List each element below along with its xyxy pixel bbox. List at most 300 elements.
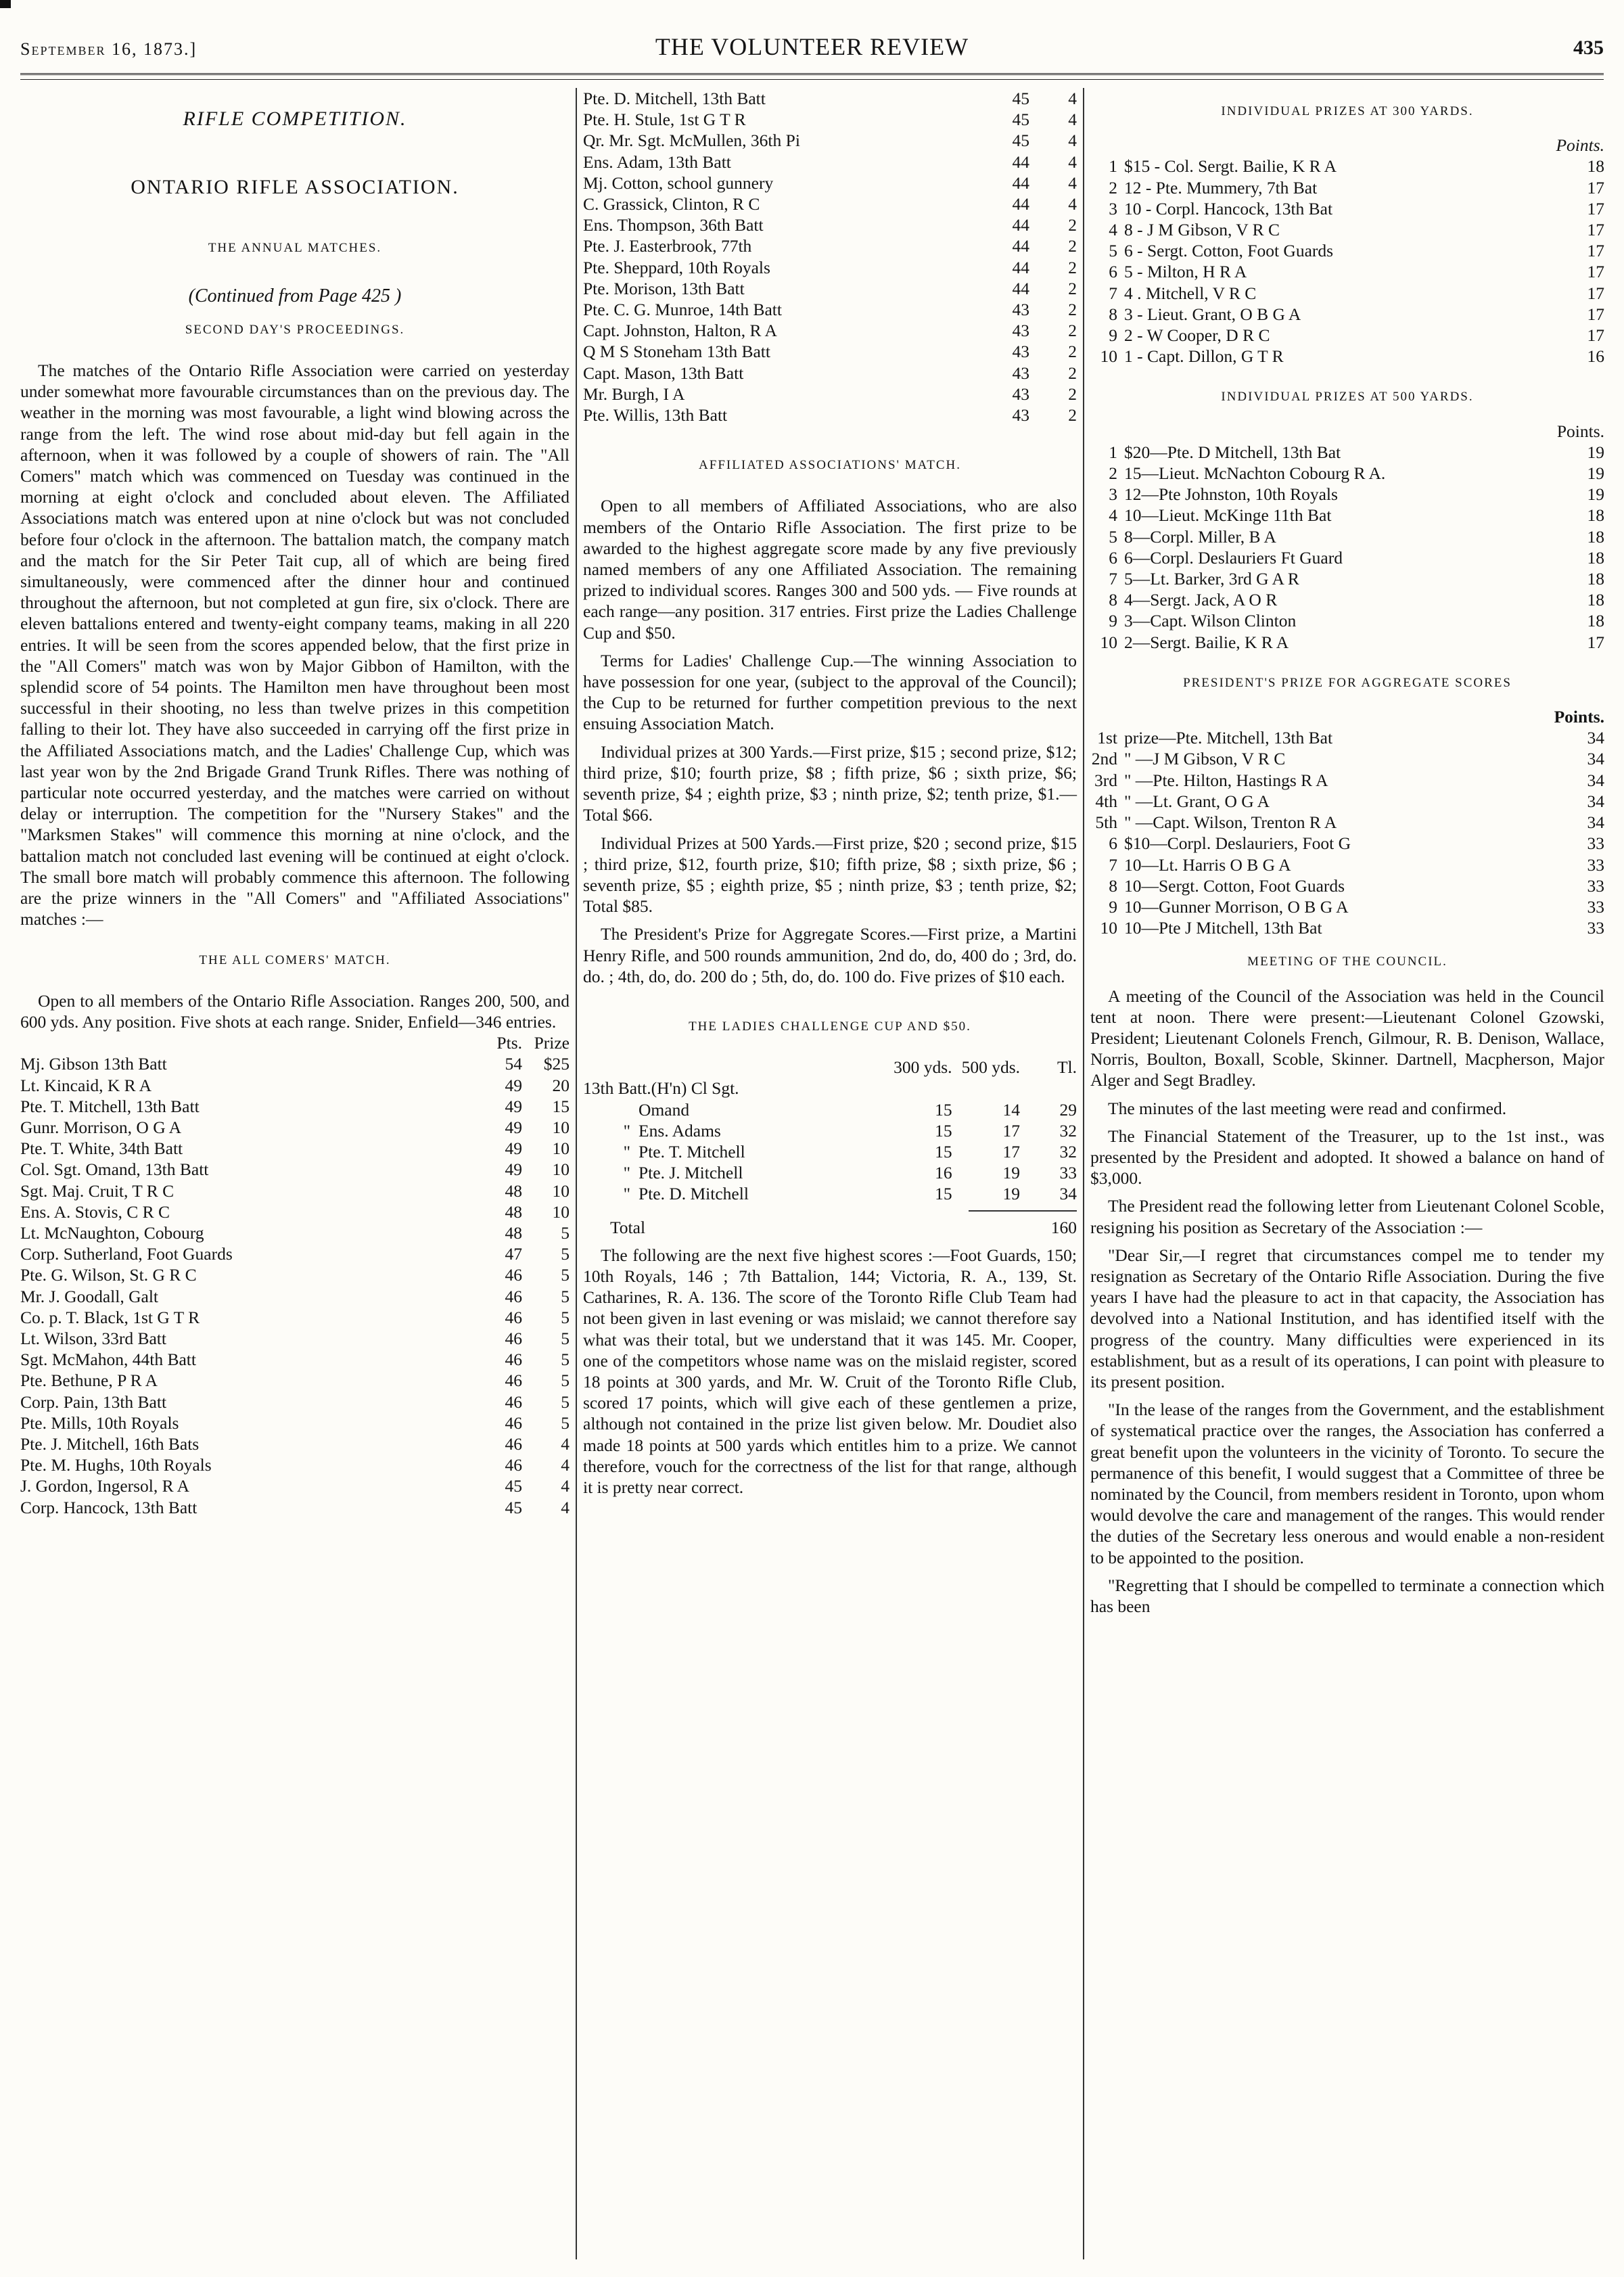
- prize: 2: [1068, 405, 1077, 426]
- prize: $25: [543, 1054, 570, 1074]
- prize-winner: 15—Lieut. McNachton Cobourg R A.: [1124, 463, 1386, 484]
- team-member: Omand: [639, 1099, 690, 1120]
- points: 49: [505, 1096, 522, 1116]
- points: 44: [1012, 257, 1029, 277]
- prize-winner: 6—Corpl. Deslauriers Ft Guard: [1124, 547, 1343, 568]
- score-total: 33: [1059, 1163, 1077, 1183]
- competitor-name: Pte. Willis, 13th Batt: [583, 405, 728, 426]
- place: 1: [1109, 442, 1117, 462]
- table-row: [583, 235, 1077, 256]
- ditto-mark: ": [623, 1141, 630, 1162]
- score-500: 17: [1002, 1141, 1020, 1162]
- team-member: Ens. Adams: [639, 1120, 721, 1141]
- table-row: [1090, 198, 1604, 219]
- table-row: [20, 1392, 570, 1412]
- points: 46: [505, 1307, 522, 1327]
- competitor-name: Ens. Adam, 13th Batt: [583, 152, 731, 172]
- table-row: [583, 320, 1077, 341]
- points: 46: [505, 1286, 522, 1306]
- table-row: [20, 1201, 570, 1222]
- place: 6: [1109, 547, 1117, 568]
- score-300: 15: [935, 1120, 952, 1141]
- points: 46: [505, 1350, 522, 1370]
- table-row: [1090, 632, 1604, 653]
- competitor-name: Gunr. Morrison, O G A: [20, 1117, 182, 1137]
- points: 49: [505, 1138, 522, 1159]
- president-prize: The President's Prize for Aggregate Scores.—First prize, a Martini Henry Rifle, and 500 rounds ammunition, 2nd do, do, 400 do ; 3rd, do. do. ; 4th, do, do. 200 do ; 5th, do, do. 100 do. Five prizes of $10 each.: [583, 924, 1077, 986]
- page-number: 435: [1573, 37, 1604, 59]
- place: 4: [1109, 220, 1117, 240]
- points-label: Points.: [1554, 707, 1604, 727]
- table-row: [1090, 568, 1604, 589]
- ditto-mark: ": [623, 1120, 630, 1141]
- score-total: 29: [1059, 1099, 1077, 1120]
- prize: 2: [1068, 257, 1077, 277]
- report-paragraph: The matches of the Ontario Rifle Association were carried on yesterday under somewhat more favourable circumstances than on the previous day. The weather in the morning was most favourable, a light wind blowing across the range from the left. The wind rose about mid-day but fell again in the afternoon, when it was followed by a couple of showers of rain. The "All Comers" match which was commenced on Tuesday was continued in the morning at eight o'clock and concluded about eleven. The Affiliated Associations match was entered upon at nine o'clock but was not concluded before four o'clock in the afternoon. The battalion match, the company match and the match for the Sir Peter Tait cup, all of which are being fired simultaneously, were commenced after the dinner hour and continued throughout the afternoon, but not completed at gun fire, six o'clock. There are eleven battalions entered and twenty-eight company teams, making in all 220 entries. It will be seen from the scores appended below, that the first prize in the "All Comers" match was won by Major Gibbon of Hamilton, with the splendid score of 54 points. The Hamilton men have throughout been most successful in their shooting, no less than twelve prizes in this competition falling to their lot. They have also succeeded in carrying off the first prize in the Affiliated Associations match, and the Ladies' Challenge Cup, which was last year won by the 2nd Brigade Grand Trunk Rifles. There was nothing of particular note occurred yesterday, and the matches were carried on without delay or interruption. The competition for the "Nursery Stakes" and the "Marksmen Stakes" will commence this morning at nine o'clock, and the battalion match not concluded last evening will be continued at eight o'clock. The small bore match will probably commence this afternoon. The following are the prize winners in the "All Comers" and "Affiliated Associations" matches :—: [20, 361, 570, 929]
- place: 10: [1100, 346, 1117, 367]
- points: 46: [505, 1412, 522, 1433]
- prize-winner: $20—Pte. D Mitchell, 13th Bat: [1124, 442, 1341, 462]
- points: 34: [1587, 812, 1604, 833]
- place: 8: [1109, 304, 1117, 324]
- match-conditions: Open to all members of Affiliated Associations, who are also members of the Ontario Rifle Association. The first prize to be awarded to the highest aggregate score made by any five previously named members of any one Affiliated Association. The remaining prized to individual scores. Ranges 300 and 500 yds. — Five rounds at each range—any position. 317 entries. First prize the Ladies Challenge Cup and $50.: [583, 496, 1077, 643]
- prize: 2: [1068, 215, 1077, 235]
- points: 17: [1587, 220, 1604, 240]
- prize: 5: [561, 1392, 570, 1412]
- prize-winner: 8 - J M Gibson, V R C: [1124, 220, 1280, 240]
- points: 48: [505, 1201, 522, 1222]
- place: 7: [1109, 569, 1117, 589]
- col-total: Tl.: [1057, 1057, 1077, 1078]
- table-row: [583, 88, 1077, 109]
- table-row: [20, 1243, 570, 1264]
- prize: 5: [561, 1244, 570, 1264]
- all-comers-table-continued: [583, 88, 1077, 426]
- place: 4th: [1095, 791, 1117, 811]
- prize: 10: [552, 1201, 570, 1222]
- prize: 2: [1068, 278, 1077, 298]
- corner-mark: [0, 0, 11, 8]
- points: 17: [1587, 304, 1604, 324]
- points: 43: [1012, 405, 1029, 426]
- points: 54: [505, 1054, 522, 1074]
- table-row: [1090, 283, 1604, 304]
- total-label: Total: [610, 1217, 646, 1237]
- table-row: [20, 1053, 570, 1074]
- aggregate-table: [1090, 727, 1604, 938]
- table-row: [1090, 833, 1604, 854]
- points: 45: [505, 1476, 522, 1496]
- prize: 4: [1068, 152, 1077, 172]
- competitor-name: Col. Sgt. Omand, 13th Batt: [20, 1159, 209, 1180]
- prize-winner: 4 . Mitchell, V R C: [1124, 283, 1257, 303]
- competitor-name: Pte. Morison, 13th Batt: [583, 278, 745, 298]
- competitor-name: Pte. Sheppard, 10th Royals: [583, 257, 770, 277]
- table-row: [1090, 791, 1604, 812]
- score-300: 15: [935, 1141, 952, 1162]
- prize-winner: 3—Capt. Wilson Clinton: [1124, 611, 1297, 631]
- prize-winner: 5 - Milton, H R A: [1124, 262, 1247, 282]
- prize: 4: [561, 1455, 570, 1475]
- team-name: 13th Batt.(H'n) Cl Sgt.: [583, 1078, 739, 1099]
- total-value: 160: [1050, 1217, 1077, 1237]
- prize: 5: [561, 1265, 570, 1285]
- competitor-name: Mj. Cotton, school gunnery: [583, 172, 774, 193]
- place: 8: [1109, 590, 1117, 610]
- prize: 10: [552, 1117, 570, 1137]
- table-row: [20, 1096, 570, 1117]
- letter-paragraph: "Regretting that I should be compelled to terminate a connection which has been: [1090, 1575, 1604, 1616]
- points: 18: [1587, 569, 1604, 589]
- points: 44: [1012, 236, 1029, 256]
- points: 43: [1012, 342, 1029, 362]
- points: 46: [505, 1265, 522, 1285]
- competitor-name: Capt. Johnston, Halton, R A: [583, 321, 777, 341]
- prize-winner: 10—Sergt. Cotton, Foot Guards: [1124, 875, 1345, 896]
- table-row: [20, 1307, 570, 1328]
- table-row: [20, 1497, 570, 1518]
- competitor-name: Lt. McNaughton, Cobourg: [20, 1222, 204, 1243]
- table-row: [583, 1162, 1077, 1183]
- table-row: [1090, 346, 1604, 367]
- report-paragraph: The Financial Statement of the Treasurer, up to the 1st inst., was presented by the President and adopted. It showed a balance on hand of $3,000.: [1090, 1126, 1604, 1189]
- competitor-name: Corp. Sutherland, Foot Guards: [20, 1244, 233, 1264]
- table-row: [583, 299, 1077, 320]
- points: 18: [1587, 611, 1604, 631]
- competitor-name: Pte. T. White, 34th Batt: [20, 1138, 183, 1159]
- prizes-300-table: [1090, 156, 1604, 367]
- issue-date: September 16, 1873.]: [20, 39, 198, 59]
- table-row: [20, 1370, 570, 1391]
- points: 33: [1587, 854, 1604, 875]
- points: 17: [1587, 632, 1604, 652]
- place: 10: [1100, 918, 1117, 938]
- table-row: [583, 278, 1077, 299]
- table-row: [20, 1412, 570, 1433]
- points: 49: [505, 1159, 522, 1180]
- table-row: [20, 1159, 570, 1180]
- all-comers-table: [20, 1032, 570, 1518]
- table-row: [1090, 219, 1604, 240]
- points: 43: [1012, 321, 1029, 341]
- team-member: Pte. T. Mitchell: [639, 1141, 745, 1162]
- article-title: RIFLE COMPETITION.: [183, 108, 407, 130]
- points: 18: [1587, 526, 1604, 547]
- competitor-name: Pte. J. Easterbrook, 77th: [583, 236, 752, 256]
- section-heading: THE ALL COMERS' MATCH.: [199, 952, 391, 967]
- column-1: [20, 88, 570, 1518]
- competitor-name: Lt. Wilson, 33rd Batt: [20, 1328, 166, 1348]
- prize: 2: [1068, 300, 1077, 320]
- competitor-name: J. Gordon, Ingersol, R A: [20, 1476, 190, 1496]
- prizes-500: Individual Prizes at 500 Yards.—First prize, $20 ; second prize, $15 ; third prize, $12, fourth prize, $10; fifth prize, $8 ; sixth prize, $6 ; seventh prize, $5 ; eighth prize, $5 ; ninth prize, $3 ; tenth prize, $2; Total $85.: [583, 833, 1077, 917]
- prize-winner: 12—Pte Johnston, 10th Royals: [1124, 484, 1338, 505]
- letter-paragraph: "In the lease of the ranges from the Government, and the establishment of systematical practice over the ranges, the Association has conferred a great benefit upon the volunteers in the vicinity of Toronto. To secure the permanence of this benefit, I would suggest that a Committee of three be nominated by the Council, from members resident in Toronto, upon whom would devolve the care and management of the ranges. This would render the duties of the Secretary less onerous and would enable a non-resident to be appointed to the position.: [1090, 1400, 1604, 1567]
- points: 46: [505, 1328, 522, 1348]
- place: 3: [1109, 198, 1117, 218]
- col-500: 500 yds.: [961, 1057, 1020, 1078]
- prize-winner: 8—Corpl. Miller, B A: [1124, 526, 1276, 547]
- prize-winner: " —Pte. Hilton, Hastings R A: [1124, 770, 1328, 790]
- table-row: [20, 1454, 570, 1475]
- team-member: Pte. D. Mitchell: [639, 1184, 749, 1204]
- points: 45: [1012, 131, 1029, 151]
- prize-winner: $10—Corpl. Deslauriers, Foot G: [1124, 833, 1351, 854]
- prize: 5: [561, 1307, 570, 1327]
- points: 34: [1587, 728, 1604, 748]
- table-row: [1090, 505, 1604, 526]
- table-row: [20, 1433, 570, 1454]
- team-row: [583, 1078, 1077, 1099]
- column-2: [583, 88, 1077, 1498]
- table-row: [1090, 854, 1604, 875]
- prize-winner: " —Capt. Wilson, Trenton R A: [1124, 812, 1337, 833]
- score-total: 32: [1059, 1141, 1077, 1162]
- score-300: 15: [935, 1184, 952, 1204]
- competitor-name: Mj. Gibson 13th Batt: [20, 1054, 167, 1074]
- table-row: [1090, 917, 1604, 938]
- report-paragraph: The minutes of the last meeting were read and confirmed.: [1108, 1098, 1507, 1118]
- table-row: [583, 172, 1077, 193]
- prize-winner: 2—Sergt. Bailie, K R A: [1124, 632, 1289, 652]
- points: 18: [1587, 156, 1604, 177]
- competitor-name: Pte. Mills, 10th Royals: [20, 1412, 179, 1433]
- ditto-mark: ": [623, 1163, 630, 1183]
- place: 6: [1109, 262, 1117, 282]
- place: 5: [1109, 526, 1117, 547]
- points: 44: [1012, 152, 1029, 172]
- place: 10: [1100, 632, 1117, 652]
- prize: 2: [1068, 342, 1077, 362]
- competitor-name: Ens. Thompson, 36th Batt: [583, 215, 764, 235]
- table-row: [1090, 325, 1604, 346]
- competitor-name: Corp. Hancock, 13th Batt: [20, 1497, 198, 1517]
- competitor-name: Qr. Mr. Sgt. McMullen, 36th Pi: [583, 131, 800, 151]
- points: 16: [1587, 346, 1604, 367]
- place: 6: [1109, 833, 1117, 854]
- report-paragraph: The President read the following letter from Lieutenant Colonel Scoble, resigning his position as Secretary of the Association :—: [1090, 1196, 1604, 1237]
- competitor-name: Ens. A. Stovis, C R C: [20, 1201, 170, 1222]
- cup-terms: Terms for Ladies' Challenge Cup.—The winning Association to have possession for one year, (subject to the approval of the Council); the Cup to be returned for further competition previous to the next ensuing Association Match.: [583, 650, 1077, 734]
- table-row: [583, 152, 1077, 172]
- prize-winner: 6 - Sergt. Cotton, Foot Guards: [1124, 241, 1334, 261]
- points: 48: [505, 1180, 522, 1201]
- points: 19: [1587, 484, 1604, 505]
- table-row: [1090, 442, 1604, 463]
- table-row: [20, 1264, 570, 1285]
- competitor-name: Sgt. Maj. Cruit, T R C: [20, 1180, 175, 1201]
- table-row: [1090, 896, 1604, 917]
- points: 43: [1012, 363, 1029, 383]
- table-row: [1090, 304, 1604, 325]
- points: 18: [1587, 505, 1604, 526]
- table-row: [1090, 812, 1604, 833]
- points: 46: [505, 1433, 522, 1454]
- prize-winner: 10—Gunner Morrison, O B G A: [1124, 896, 1349, 917]
- prize: 4: [1068, 110, 1077, 130]
- column-3: [1090, 88, 1604, 1617]
- table-row: [583, 109, 1077, 130]
- header-rule: [20, 73, 1604, 80]
- points: 43: [1012, 384, 1029, 404]
- table-row: [1090, 484, 1604, 505]
- section-heading: SECOND DAY'S PROCEEDINGS.: [185, 322, 405, 337]
- prize-winner: 3 - Lieut. Grant, O B G A: [1124, 304, 1301, 324]
- table-row: [583, 405, 1077, 426]
- prize: 10: [552, 1159, 570, 1180]
- table-row: [583, 363, 1077, 384]
- place: 1st: [1097, 728, 1117, 748]
- prize: 4: [1068, 131, 1077, 151]
- table-row: [1090, 240, 1604, 261]
- points: 49: [505, 1117, 522, 1137]
- table-row: [583, 257, 1077, 278]
- place: 2nd: [1091, 749, 1117, 769]
- section-heading: PRESIDENT'S PRIZE FOR AGGREGATE SCORES: [1183, 675, 1512, 690]
- prize: 2: [1068, 236, 1077, 256]
- pts-header: Pts.: [496, 1033, 522, 1053]
- place: 3: [1109, 484, 1117, 505]
- points: 17: [1587, 325, 1604, 346]
- place: 9: [1109, 611, 1117, 631]
- place: 2: [1109, 463, 1117, 484]
- competitor-name: Capt. Mason, 13th Batt: [583, 363, 744, 383]
- prize-winner: 10—Lieut. McKinge 11th Bat: [1124, 505, 1332, 526]
- table-row: [20, 1475, 570, 1496]
- table-row: [583, 1120, 1077, 1141]
- table-row: [1090, 770, 1604, 791]
- report-paragraph: The following are the next five highest scores :—Foot Guards, 150; 10th Royals, 146 ; 7th Battalion, 144; Victoria, R. A., 139, St. Catharines, R. A. 136. The score of the Toronto Rifle Club Team had not been given in last evening or was mislaid; we cannot therefore say what was their total, but we understand that it was 145. Mr. Cooper, one of the competitors whose name was on the mislaid register, scored 18 points at 300 yards, and Mr. W. Cruit of the Toronto Rifle Club, scored 17 points, which will give each of these gentlemen a prize, although not contained in the prize list given below. Mr. Doudiet also made 18 points at 500 yards which entitles him to a prize. We cannot therefore, vouch for the correctness of the list for that range, although it is pretty near correct.: [583, 1245, 1077, 1497]
- section-heading: AFFILIATED ASSOCIATIONS' MATCH.: [699, 458, 961, 473]
- running-head: [20, 32, 1604, 66]
- competitor-name: Co. p. T. Black, 1st G T R: [20, 1307, 200, 1327]
- prize-winner: 1 - Capt. Dillon, G T R: [1124, 346, 1284, 367]
- table-row: [583, 130, 1077, 151]
- points: 34: [1587, 791, 1604, 811]
- place: 9: [1109, 896, 1117, 917]
- table-row: [583, 1099, 1077, 1120]
- prize: 5: [561, 1371, 570, 1391]
- competitor-name: Lt. Kincaid, K R A: [20, 1075, 152, 1095]
- competitor-name: Corp. Pain, 13th Batt: [20, 1392, 167, 1412]
- ditto-mark: ": [623, 1184, 630, 1204]
- table-row: [1090, 547, 1604, 568]
- points: 17: [1587, 241, 1604, 261]
- prize-winner: $15 - Col. Sergt. Bailie, K R A: [1124, 156, 1337, 177]
- points: 18: [1587, 590, 1604, 610]
- prize-winner: 4—Sergt. Jack, A O R: [1124, 590, 1278, 610]
- place: 7: [1109, 854, 1117, 875]
- prize: 15: [552, 1096, 570, 1116]
- section-heading: INDIVIDUAL PRIZES AT 300 YARDS.: [1221, 104, 1474, 118]
- prize: 2: [1068, 363, 1077, 383]
- section-heading: THE LADIES CHALLENGE CUP AND $50.: [689, 1019, 971, 1034]
- points: 49: [505, 1075, 522, 1095]
- table-row: [20, 1328, 570, 1349]
- points: 34: [1587, 770, 1604, 790]
- points: 17: [1587, 283, 1604, 303]
- table-row: [20, 1138, 570, 1159]
- table-row: [583, 1183, 1077, 1204]
- prize: 4: [561, 1476, 570, 1496]
- prize: 5: [561, 1350, 570, 1370]
- place: 5: [1109, 241, 1117, 261]
- report-paragraph: A meeting of the Council of the Association was held in the Council tent at noon. There were present:—Lieutenant Colonel Gzowski, President; Lieutenant Colonels French, Gilmour, R. B. Denison, Wallace, Norris, Boulton, Boxall, Scoble, Skinner. Dartnell, Macpherson, Major Alger and Segt Bradley.: [1090, 986, 1604, 1090]
- prize: 4: [1068, 194, 1077, 214]
- table-row: [20, 1349, 570, 1370]
- points: 47: [505, 1244, 522, 1264]
- table-header: [583, 1057, 1077, 1078]
- place: 5th: [1095, 812, 1117, 833]
- prize-winner: " —Lt. Grant, O G A: [1124, 791, 1270, 811]
- match-conditions: Open to all members of the Ontario Rifle Association. Ranges 200, 500, and 600 yds. Any position. Five shots at each range. Snider, Enfield—346 entries.: [20, 990, 570, 1032]
- points: 46: [505, 1371, 522, 1391]
- prize-winner: prize—Pte. Mitchell, 13th Bat: [1124, 728, 1333, 748]
- prize: 5: [561, 1286, 570, 1306]
- place: 9: [1109, 325, 1117, 346]
- points: 33: [1587, 833, 1604, 854]
- table-row: [1090, 156, 1604, 177]
- table-row: [20, 1286, 570, 1307]
- points: 33: [1587, 875, 1604, 896]
- points: 44: [1012, 194, 1029, 214]
- prize: 5: [561, 1412, 570, 1433]
- place: 8: [1109, 875, 1117, 896]
- table-row: [20, 1117, 570, 1138]
- table-row: [583, 341, 1077, 362]
- score-500: 14: [1002, 1099, 1020, 1120]
- table-row: [1090, 526, 1604, 547]
- competitor-name: Pte. M. Hughs, 10th Royals: [20, 1455, 212, 1475]
- points: 18: [1587, 547, 1604, 568]
- prize: 2: [1068, 384, 1077, 404]
- section-heading: MEETING OF THE COUNCIL.: [1247, 954, 1447, 969]
- section-heading: THE ANNUAL MATCHES.: [208, 241, 382, 256]
- article-subtitle: ONTARIO RIFLE ASSOCIATION.: [131, 176, 459, 199]
- prize-winner: 10—Lt. Harris O B G A: [1124, 854, 1291, 875]
- prize: 4: [561, 1497, 570, 1517]
- prize: 5: [561, 1222, 570, 1243]
- table-row: [1090, 610, 1604, 631]
- competitor-name: Pte. D. Mitchell, 13th Batt: [583, 89, 766, 108]
- table-row: [583, 384, 1077, 405]
- column-divider: [1083, 88, 1084, 2259]
- prizes-500-table: [1090, 442, 1604, 653]
- points: 45: [505, 1497, 522, 1517]
- points: 44: [1012, 172, 1029, 193]
- score-total: 32: [1059, 1120, 1077, 1141]
- place: 1: [1109, 156, 1117, 177]
- competitor-name: Pte. J. Mitchell, 16th Bats: [20, 1433, 200, 1454]
- points-label: Points.: [1556, 135, 1604, 156]
- prize-winner: 10—Pte J Mitchell, 13th Bat: [1124, 918, 1322, 938]
- competitor-name: Mr. Burgh, I A: [583, 384, 685, 404]
- score-500: 19: [1002, 1163, 1020, 1183]
- prize-winner: 12 - Pte. Mummery, 7th Bat: [1124, 177, 1318, 198]
- points: 34: [1587, 749, 1604, 769]
- points: 44: [1012, 215, 1029, 235]
- points: 45: [1012, 89, 1029, 108]
- score-300: 15: [935, 1099, 952, 1120]
- column-divider: [576, 88, 577, 2259]
- prize-header: Prize: [534, 1033, 570, 1053]
- prizes-300: Individual prizes at 300 Yards.—First prize, $15 ; second prize, $12; third prize, $10; fourth prize, $8 ; fifth prize, $6 ; sixth prize, $6; seventh prize, $4 ; eighth prize, $3 ; ninth prize, $2; tenth prize, $1.—Total $66.: [583, 741, 1077, 825]
- prize-winner: 2 - W Cooper, D R C: [1124, 325, 1270, 346]
- points: 46: [505, 1455, 522, 1475]
- place: 3rd: [1094, 770, 1117, 790]
- table-row: [1090, 589, 1604, 610]
- points: 33: [1587, 896, 1604, 917]
